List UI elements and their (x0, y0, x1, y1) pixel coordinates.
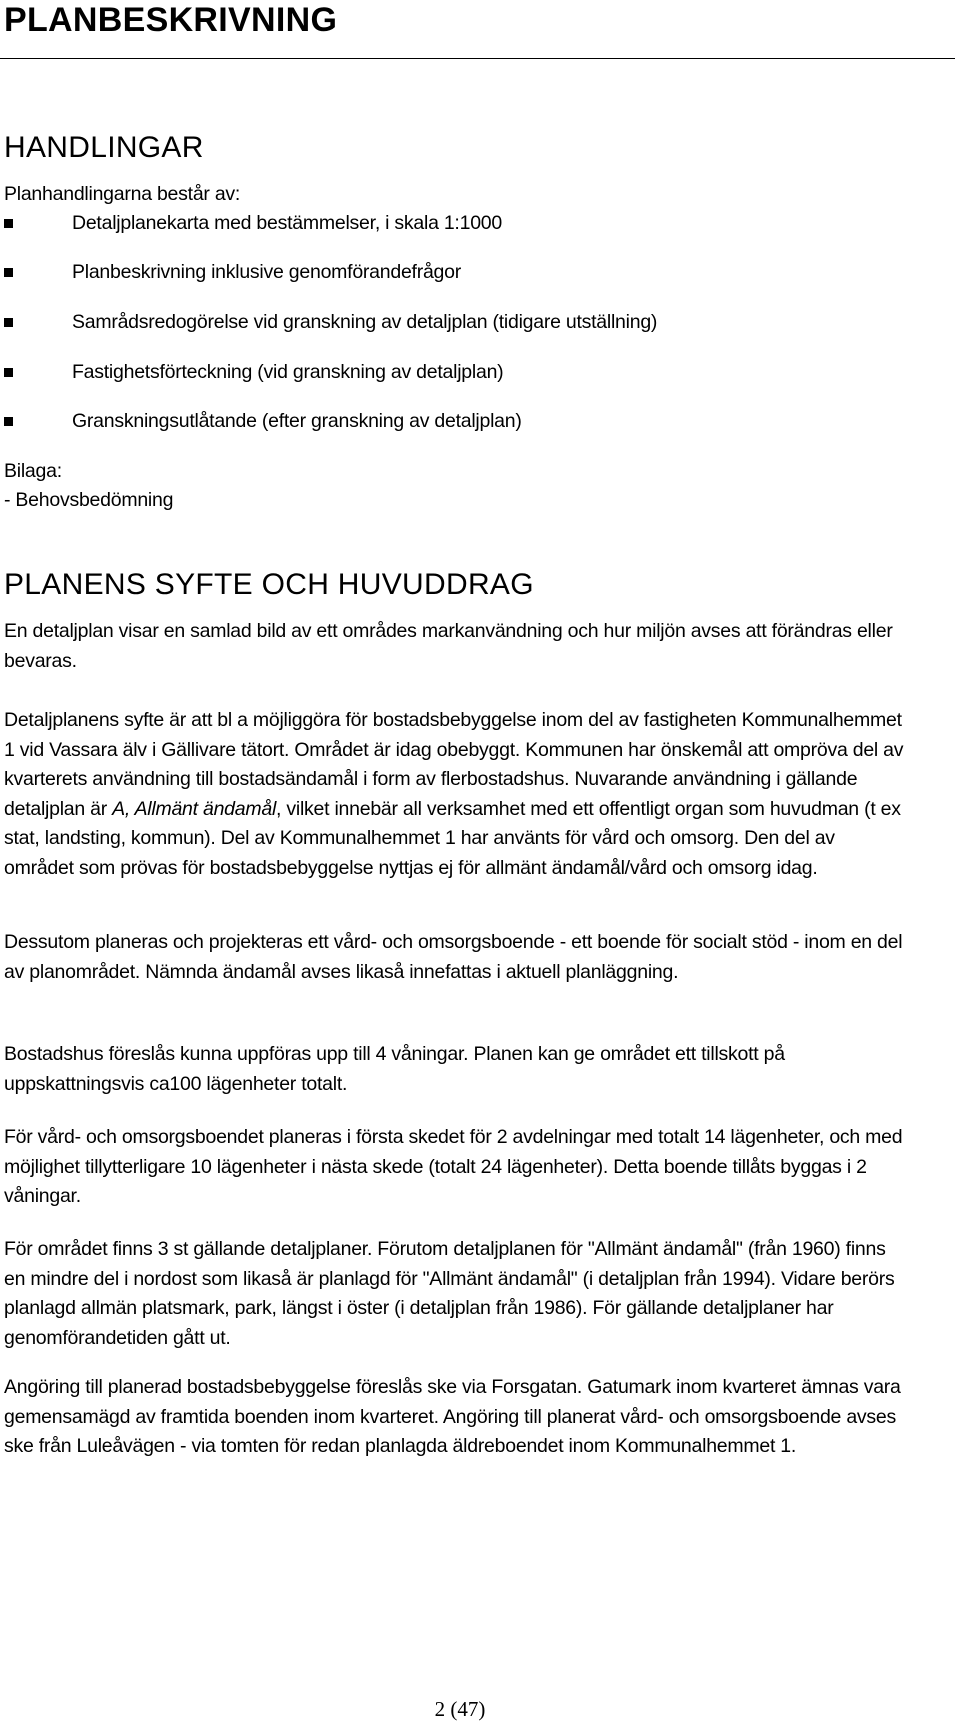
appendix-item: - Behovsbedömning (4, 489, 174, 511)
section-heading-handlingar: HANDLINGAR (4, 131, 204, 164)
paragraph-7: Angöring till planerad bostadsbebyggelse föreslås ske via Forsgatan. Gatumark inom kvarteret ämnas vara gemensamägd av framtida boenden inom kvarteret. Angöring till planerat vård- och omsorgsboende avses ske från Luleåvägen - via tomten för redan planlagda äldreboendet inom Kommunalhemmet 1. (4, 1376, 901, 1457)
paragraph-3: Dessutom planeras och projekteras ett vård- och omsorgsboende - ett boende för socialt stöd - inom en del av planområdet. Nämnda ändamål avses likaså innefattas i aktuell planläggning. (4, 931, 903, 983)
title-divider (0, 58, 955, 59)
paragraph-4: Bostadshus föreslås kunna uppföras upp till 4 våningar. Planen kan ge området ett tillskott på uppskattningsvis ca100 lägenheter totalt. (4, 1043, 785, 1095)
list-item-text: Samrådsredogörelse vid granskning av detaljplan (tidigare utställning) (72, 311, 658, 333)
document-title: PLANBESKRIVNING (4, 1, 338, 39)
list-item-text: Planbeskrivning inklusive genomförandefrågor (72, 261, 461, 283)
square-bullet-icon (4, 417, 13, 426)
paragraph-2-italic: A, Allmänt ändamål (112, 797, 277, 820)
square-bullet-icon (4, 219, 13, 228)
handlingar-intro: Planhandlingarna består av: (4, 183, 241, 205)
section-heading-syfte: PLANENS SYFTE OCH HUVUDDRAG (4, 568, 534, 601)
appendix-label: Bilaga: (4, 460, 62, 482)
square-bullet-icon (4, 318, 13, 327)
paragraph-5: För vård- och omsorgsboendet planeras i första skedet för 2 avdelningar med totalt 14 lägenheter, och med möjlighet tillytterligare 10 lägenheter i nästa skede (totalt 24 lägenheter). Detta boende tillåts byggas i 2 våningar. (4, 1126, 903, 1207)
page-number: 2 (47) (434, 1697, 486, 1721)
list-item-text: Detaljplanekarta med bestämmelser, i skala 1:1000 (72, 212, 502, 234)
square-bullet-icon (4, 268, 13, 277)
paragraph-2 (4, 706, 904, 883)
square-bullet-icon (4, 368, 13, 377)
paragraph-2-text-continued: , vilket innebär all verksamhet med ett offentligt organ som huvudman (t ex stat, landsting, kommun). Del av Kommunalhemmet 1 har använts för vård och omsorg. Den del av området som prövas för bostadsbebyggelse nyttjas ej för allmänt ändamål/vård och omsorg idag. (4, 797, 901, 879)
paragraph-1: En detaljplan visar en samlad bild av ett områdes markanvändning och hur miljön avses att förändras eller bevaras. (4, 620, 893, 672)
paragraph-6: För området finns 3 st gällande detaljplaner. Förutom detaljplanen för "Allmänt ändamål" (från 1960) finns en mindre del i nordost som likaså är planlagd för "Allmänt ändamål" (i detaljplan från 1994). Vidare berörs planlagd allmän platsmark, park, längst i öster (i detaljplan från 1986). För gällande detaljplaner har genomförandetiden gått ut. (4, 1238, 895, 1349)
list-item-text: Granskningsutlåtande (efter granskning av detaljplan) (72, 410, 522, 432)
list-item-text: Fastighetsförteckning (vid granskning av detaljplan) (72, 361, 504, 383)
paragraph-2-text: Detaljplanens syfte är att bl a möjliggöra för bostadsbebyggelse inom del av fastigheten Kommunalhemmet 1 vid Vassara älv i Gällivare tätort. Området är idag obebyggt. Kommunen har önskemål att ompröva del av kvarterets användning till bostadsändamål i form av flerbostadshus. Nuvarande användning i gällande detaljplan är (4, 709, 904, 820)
